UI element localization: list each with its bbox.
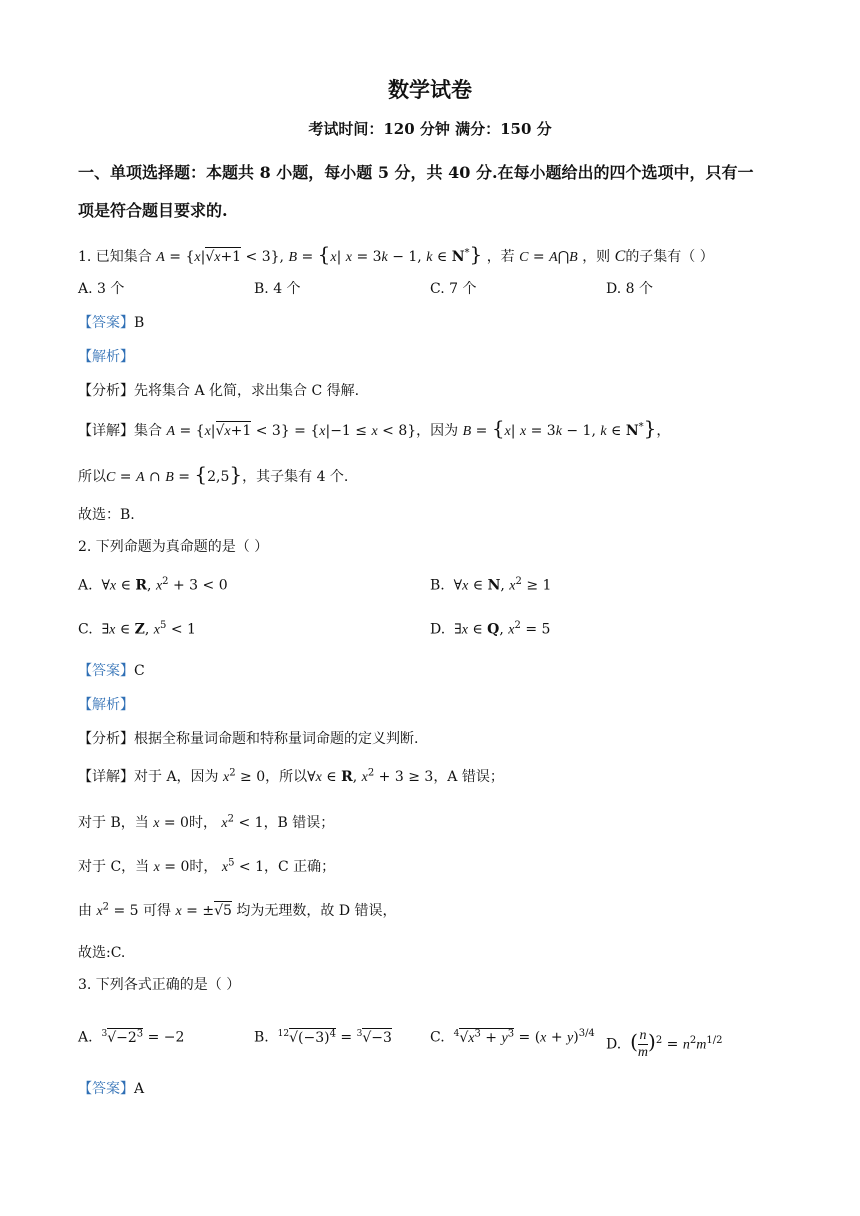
q1-conclusion: 所以C = A ∩ B = {2,5}，其子集有 4 个. — [78, 462, 349, 486]
q2-detail-a: 【详解】对于 A，因为 $x^2 \ge 0$，所以∀x ∈ R, $x^2 + 3 \ge 3$，A 错误； — [78, 767, 504, 785]
q2-option-d: D. ∃x ∈ Q, $x^2 = 5$ — [430, 620, 551, 638]
q1-answer: 【答案】B — [78, 315, 145, 331]
q1-choose: 故选：B. — [78, 507, 135, 523]
q3-option-b: B. $^{12}√(-3)^4 = ^3√-3$ — [254, 1028, 392, 1046]
q2-fenxi: 【分析】根据全称量词命题和特称量词命题的定义判断. — [78, 731, 419, 747]
q3-option-a: A. $^3√-2^3 = -2$ — [78, 1028, 185, 1046]
q2-option-b: B. ∀x ∈ N, $x^2 \ge 1$ — [430, 576, 552, 594]
q2-option-a: A. ∀x ∈ R, $x^2 + 3 < 0$ — [78, 576, 228, 594]
q2-stem: 2. 下列命题为真命题的是（ ） — [78, 539, 269, 555]
q1-option-b: B. 4 个 — [254, 281, 301, 297]
q3-option-d: D. ( $\frac{n}{m}$ )$^2 = n^2m^{1/2}$ — [606, 1028, 723, 1060]
q2-answer: 【答案】C — [78, 663, 145, 679]
q2-detail-c: 对于 C，当 x = 0时， $x^5 < 1$，C 正确； — [78, 857, 336, 875]
page-title: 数学试卷 — [388, 77, 472, 102]
q1-set-a: A — [156, 250, 165, 265]
q1-fenxi: 【分析】先将集合 A 化简，求出集合 C 得解. — [78, 383, 360, 399]
q1-analysis-tag: 【解析】 — [78, 349, 134, 365]
q2-detail-d: 由 $x^2 = 5$ 可得 x = ±√5 均为无理数，故 D 错误， — [78, 901, 397, 919]
q1-detail: 【详解】集合 A = {x|√x+1 < 3} = {x|−1 ≤ x < 8}，因为 B = {x| x = 3k − 1, k ∈ N*}， — [78, 416, 671, 440]
q1-stem: 1. 已知集合 A = {x|√x+1 < 3}, B = {x| x = 3k − 1, k ∈ N*} ，若 C = A⋂B ，则 C的子集有（ ） — [78, 242, 714, 266]
q1-option-c: C. 7 个 — [430, 281, 477, 297]
q3-stem: 3. 下列各式正确的是（ ） — [78, 977, 241, 993]
q2-choose: 故选:C. — [78, 945, 126, 961]
q2-option-c: C. ∃x ∈ Z, $x^5 < 1$ — [78, 620, 196, 638]
q2-detail-b: 对于 B，当 x = 0时， $x^2 < 1$，B 错误； — [78, 813, 335, 831]
section-heading-line1: 一、单项选择题：本题共 8 小题，每小题 5 分，共 40 分.在每小题给出的四个选项中，只有一 — [78, 163, 754, 182]
section-heading-line2: 项是符合题目要求的. — [78, 201, 228, 220]
q3-option-c: C. $^4√x^3 + y^3 = (x + y)^{3/4}$ — [430, 1028, 595, 1046]
exam-info: 考试时间：120 分钟 满分：150 分 — [308, 120, 552, 138]
q3-answer: 【答案】A — [78, 1081, 145, 1097]
q2-analysis-tag: 【解析】 — [78, 697, 134, 713]
q1-option-a: A. 3 个 — [78, 281, 125, 297]
q1-option-d: D. 8 个 — [606, 281, 653, 297]
